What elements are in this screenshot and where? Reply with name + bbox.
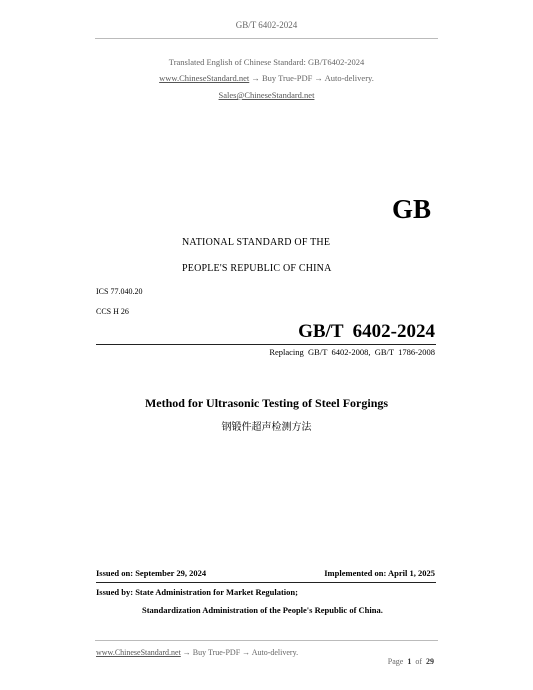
implemented-on: Implemented on: April 1, 2025 bbox=[324, 568, 435, 578]
page-total: 29 bbox=[426, 657, 434, 666]
title-english: Method for Ultrasonic Testing of Steel Forgings bbox=[144, 396, 389, 410]
standard-number: GB/T 6402-2024 bbox=[298, 321, 435, 342]
issued-by-2: Standardization Administration of the People's Republic of China. bbox=[142, 605, 383, 615]
site-line bbox=[0, 73, 533, 83]
gb-mark: GB bbox=[392, 194, 432, 224]
national-line-1: NATIONAL STANDARD OF THE bbox=[182, 237, 331, 248]
replacing-note: Replacing GB/T 6402-2008, GB/T 1786-2008 bbox=[269, 347, 435, 357]
footer-rule bbox=[95, 640, 438, 641]
page-of: of bbox=[415, 657, 422, 666]
page-indicator bbox=[384, 648, 434, 666]
footer-site-link[interactable]: www.ChineseStandard.net bbox=[96, 648, 181, 657]
ics-code: ICS 77.040.20 bbox=[96, 287, 143, 296]
header-rule bbox=[95, 38, 438, 39]
title-chinese: 钢锻件超声检测方法 bbox=[221, 422, 312, 433]
email-link[interactable]: Sales@ChineseStandard.net bbox=[218, 90, 315, 100]
footer-site-line bbox=[96, 648, 298, 657]
national-line-2: PEOPLE'S REPUBLIC OF CHINA bbox=[182, 263, 332, 274]
issued-on: Issued on: September 29, 2024 bbox=[96, 568, 207, 578]
translated-line: Translated English of Chinese Standard: GB/T6402-2024 bbox=[168, 57, 365, 67]
page-label: Page bbox=[387, 657, 404, 666]
site-suffix: → Buy True-PDF → Auto-delivery. bbox=[249, 73, 374, 83]
dates-rule bbox=[96, 582, 436, 583]
running-header: GB/T 6402-2024 bbox=[235, 20, 298, 30]
issued-by-1: Issued by: State Administration for Market Regulation; bbox=[96, 587, 298, 597]
footer-site-suffix: → Buy True-PDF → Auto-delivery. bbox=[180, 648, 299, 657]
page-current: 1 bbox=[407, 657, 412, 666]
site-link[interactable]: www.ChineseStandard.net bbox=[159, 73, 250, 83]
ccs-code: CCS H 26 bbox=[96, 307, 129, 316]
email-line bbox=[0, 90, 533, 100]
number-rule bbox=[96, 344, 436, 345]
